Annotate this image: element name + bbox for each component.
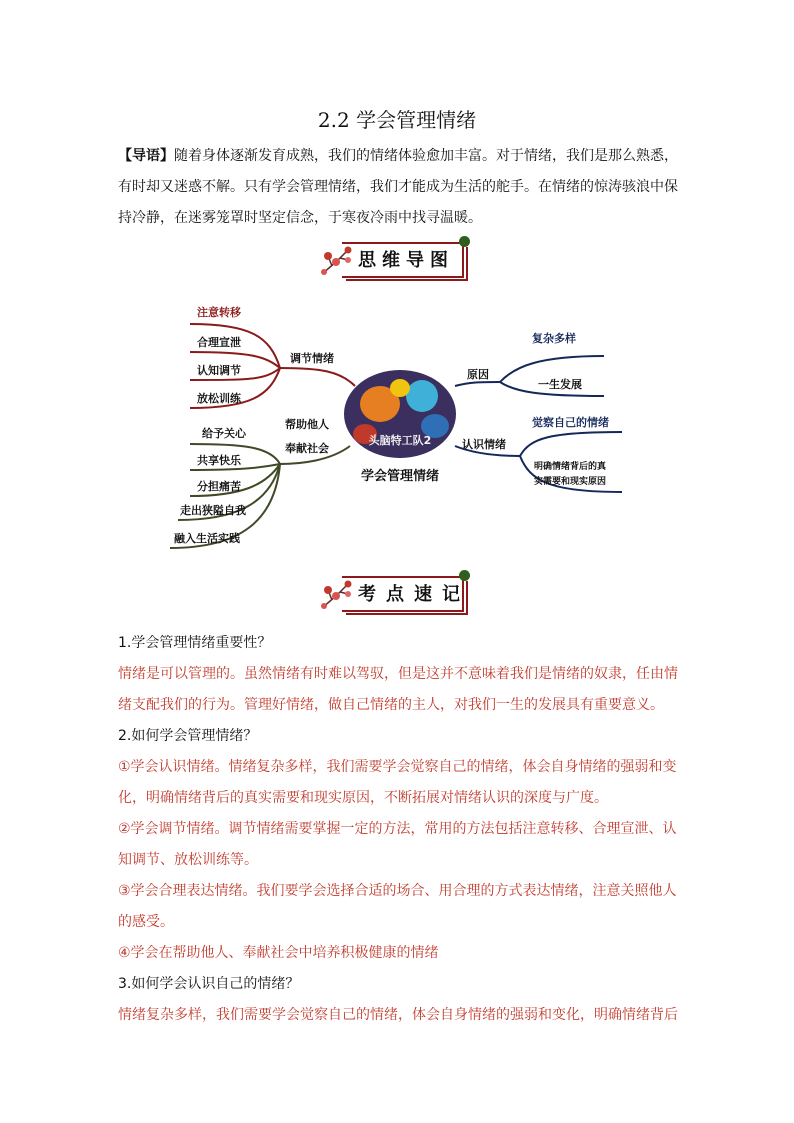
help-label-2: 奉献社会 xyxy=(285,442,329,455)
question-1: 1.学会管理情绪重要性？ xyxy=(118,635,272,651)
cause-trunk xyxy=(455,382,500,386)
banner-title: 考点速记 xyxy=(358,584,470,605)
answer-2-point-2: ②学会调节情绪。调节情绪需要掌握一定的方法，常用的方法包括注意转移、合理宣泄、认知调节、放松训练等。 xyxy=(118,821,677,868)
intro-paragraph xyxy=(118,141,684,234)
regulate-item-2: 合理宣泄 xyxy=(197,336,241,349)
regulate-item-4: 放松训练 xyxy=(197,392,241,405)
know-item-1: 觉察自己的情绪 xyxy=(532,416,609,429)
know-link-1 xyxy=(520,432,622,456)
cause-item-1: 复杂多样 xyxy=(532,332,576,345)
help-item-3: 分担痛苦 xyxy=(197,480,241,493)
know-item-2b: 实需要和现实原因 xyxy=(534,477,607,487)
banner-dot xyxy=(459,236,470,247)
answer-2-point-3: ③学会合理表达情绪。我们要学会选择合适的场合、用合理的方式表达情绪，注意关照他人的感受。 xyxy=(118,883,677,930)
know-item-2a: 明确情绪背后的真 xyxy=(534,462,607,472)
intro-tag: 【导语】 xyxy=(118,148,174,164)
help-item-5: 融入生活实践 xyxy=(174,532,240,545)
answer-2-point-1: ①学会认识情绪。情绪复杂多样，我们需要学会觉察自己的情绪，体会自身情绪的强弱和变化，明确情绪背后的真实需要和现实原因，不断拓展对情绪认识的深度与广度。 xyxy=(118,759,677,806)
key-points-content xyxy=(118,628,684,1031)
banner-title: 思维导图 xyxy=(358,250,454,271)
intro-text: 随着身体逐渐发育成熟，我们的情绪体验愈加丰富。对于情绪，我们是那么熟悉，有时却又迷惑不解。只有学会管理情绪，我们才能成为生活的舵手。在情绪的惊涛骇浪中保持冷静，在迷雾笼罩时坚定信念，于寒夜冷雨中找寻温暖。 xyxy=(118,148,678,226)
mind-map xyxy=(160,296,640,556)
help-item-4: 走出狭隘自我 xyxy=(180,504,246,517)
know-label: 认识情绪 xyxy=(462,438,506,451)
help-item-1: 给予关心 xyxy=(202,427,246,440)
answer-1: 情绪是可以管理的。虽然情绪有时难以驾驭，但是这并不意味着我们是情绪的奴隶，任由情绪支配我们的行为。管理好情绪，做自己情绪的主人，对我们一生的发展具有重要意义。 xyxy=(118,666,678,713)
center-image xyxy=(344,370,456,458)
regulate-label: 调节情绪 xyxy=(290,352,334,365)
cause-label: 原因 xyxy=(467,368,489,381)
question-2: 2.如何学会管理情绪？ xyxy=(118,728,258,744)
question-3: 3.如何学会认识自己的情绪？ xyxy=(118,976,300,992)
cause-item-2: 一生发展 xyxy=(538,378,582,391)
center-label: 学会管理情绪 xyxy=(360,469,440,484)
regulate-item-3: 认知调节 xyxy=(197,364,241,377)
key-points-banner xyxy=(318,572,478,622)
regulate-item-1: 注意转移 xyxy=(197,306,241,319)
regulate-trunk xyxy=(280,368,355,386)
answer-2-point-4: ④学会在帮助他人、奉献社会中培养积极健康的情绪 xyxy=(118,945,439,961)
mindmap-banner xyxy=(318,238,478,288)
help-item-2: 共享快乐 xyxy=(197,454,241,467)
answer-3: 情绪复杂多样，我们需要学会觉察自己的情绪，体会自身情绪的强弱和变化，明确情绪背后 xyxy=(118,1007,678,1023)
help-label-1: 帮助他人 xyxy=(285,418,329,431)
center-image-text: 头脑特工队2 xyxy=(368,434,432,447)
page-title: 2.2 学会管理情绪 xyxy=(317,108,477,132)
